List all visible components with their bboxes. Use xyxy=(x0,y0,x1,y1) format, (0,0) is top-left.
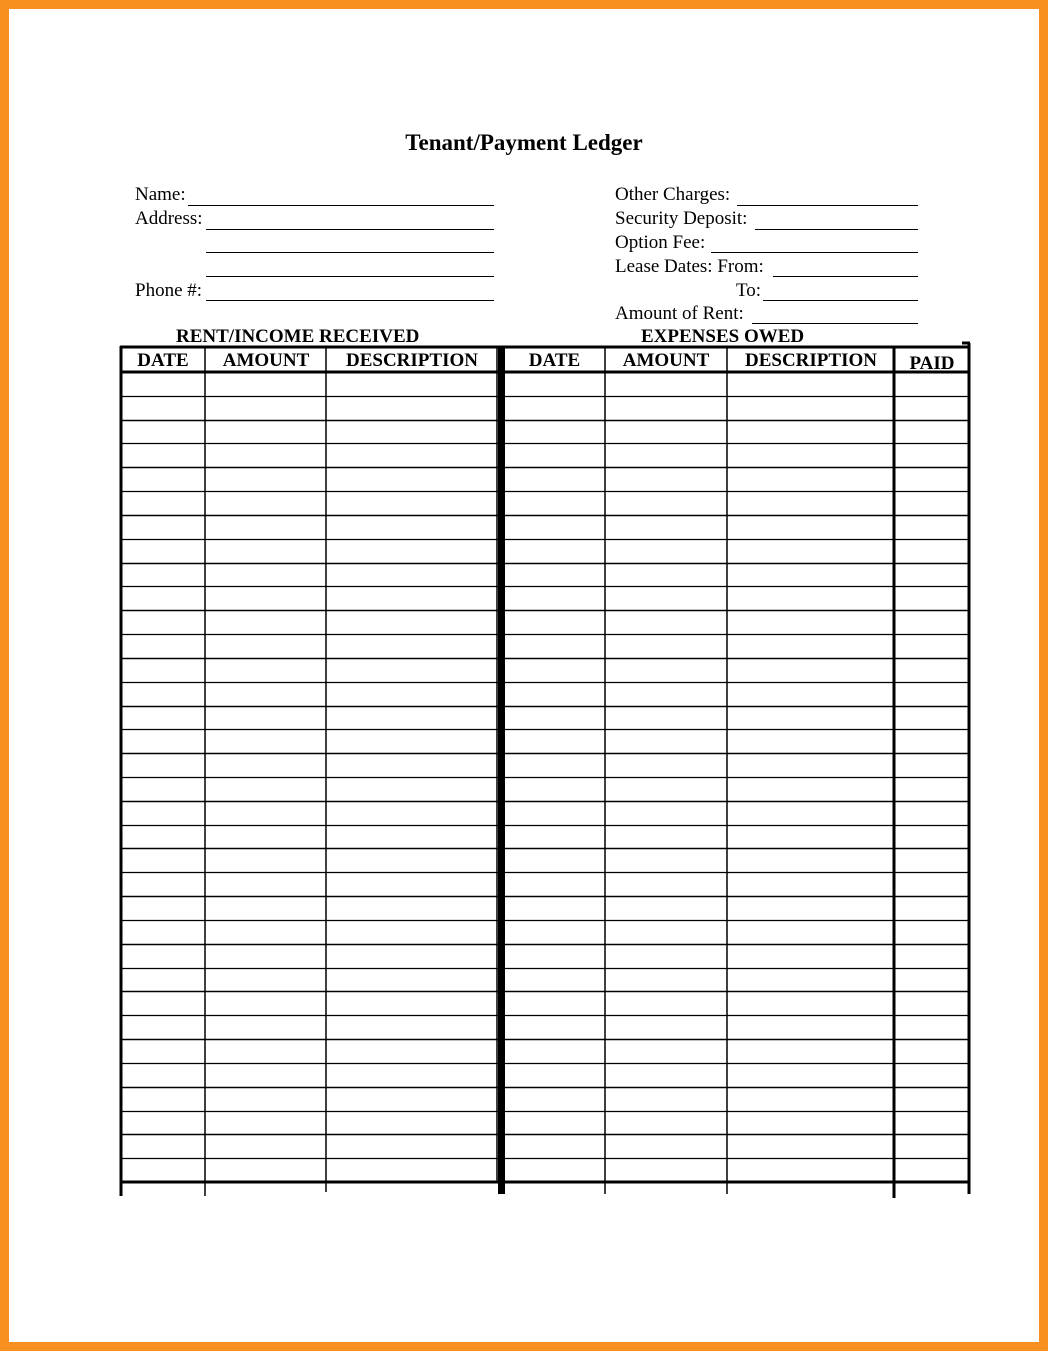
section-divider xyxy=(498,347,505,1194)
security-deposit-label: Security Deposit: xyxy=(615,208,748,229)
income-description-header: DESCRIPTION xyxy=(346,350,478,371)
option-fee-label: Option Fee: xyxy=(615,232,706,253)
expense-paid-header: PAID xyxy=(909,353,955,374)
amount-of-rent-label: Amount of Rent: xyxy=(615,303,744,324)
ledger-row-lines xyxy=(120,397,968,1159)
address-label: Address: xyxy=(135,208,203,229)
expense-description-header: DESCRIPTION xyxy=(745,350,877,371)
other-charges-label: Other Charges: xyxy=(615,184,731,205)
expenses-heading: EXPENSES OWED xyxy=(641,326,805,347)
lease-to-label: To: xyxy=(736,280,762,301)
income-date-header: DATE xyxy=(137,350,189,371)
expense-amount-header: AMOUNT xyxy=(622,350,710,371)
income-amount-header: AMOUNT xyxy=(222,350,310,371)
page-title: Tenant/Payment Ledger xyxy=(405,130,643,155)
phone-label: Phone #: xyxy=(135,280,203,301)
expense-date-header: DATE xyxy=(528,350,581,371)
name-label: Name: xyxy=(135,184,186,205)
lease-from-label: Lease Dates: From: xyxy=(615,256,764,277)
ledger-structure xyxy=(120,343,970,1198)
income-heading: RENT/INCOME RECEIVED xyxy=(176,326,420,347)
